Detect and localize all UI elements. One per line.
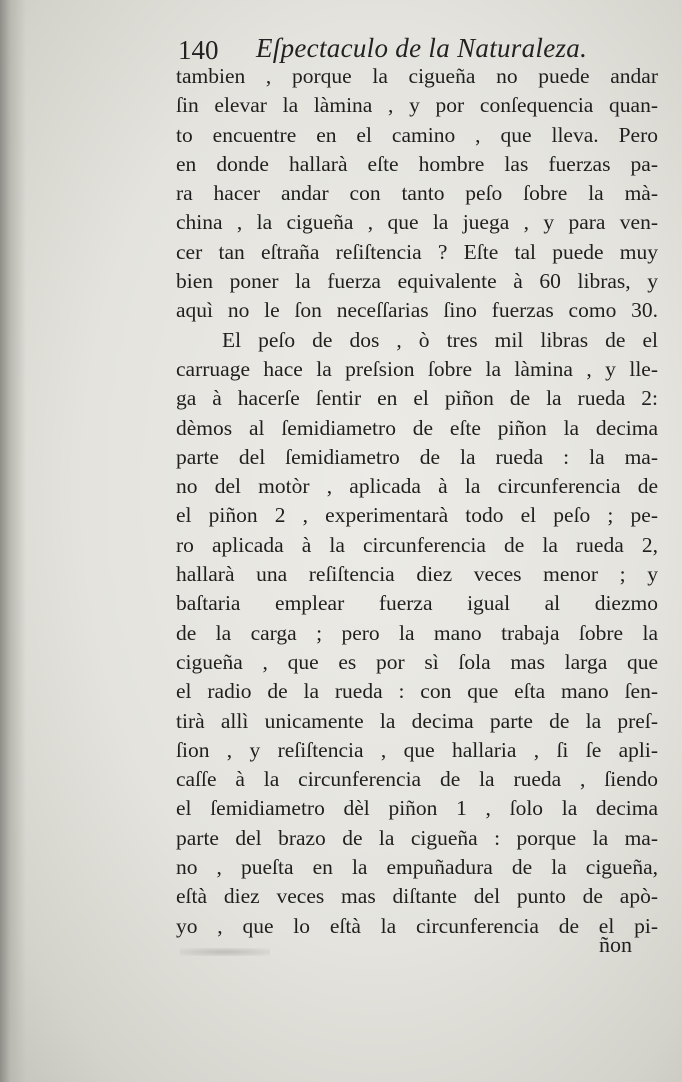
text-line: el ſemidiametro dèl piñon 1 , ſolo la decima [176,796,658,821]
text-line: ro aplicada à la circunferencia de la rueda 2, [176,532,658,557]
ink-smudge [180,948,270,956]
text-line: cer tan eſtraña reſiſtencia ? Eſte tal puede muy [176,239,658,264]
text-line: ra hacer andar con tanto peſo ſobre la mà- [176,181,658,206]
paragraph-start-line: El peſo de dos , ò tres mil libras de el [222,327,658,352]
text-line: tirà allì unicamente la decima parte de la preſ- [176,708,658,733]
text-line: caſſe à la circunferencia de la rueda , ſiendo [176,767,658,792]
text-line: to encuentre en el camino , que lleva. Pero [176,122,658,147]
catchword: ñon [599,932,632,957]
text-line: ſion , y reſiſtencia , que hallaria , ſi ſe apli- [176,737,658,762]
text-line: eſtà diez veces mas diſtante del punto de apò- [176,884,658,909]
running-title: Eſpectaculo de la Naturaleza. [256,33,588,63]
text-line: el radio de la rueda : con que eſta mano ſen- [176,679,658,704]
text-line: parte del brazo de la cigueña : porque la ma- [176,825,658,850]
text-line: carruage hace la preſsion ſobre la làmina , y lle- [176,356,658,381]
text-line: el piñon 2 , experimentarà todo el peſo ; pe- [176,503,658,528]
page-gutter-shadow [0,0,26,1082]
text-line: no del motòr , aplicada à la circunferencia de [176,474,658,499]
text-line: china , la cigueña , que la juega , y para ven- [176,210,658,235]
page-number: 140 [178,35,219,65]
body-text [176,62,658,941]
text-line: bien poner la fuerza equivalente à 60 libras, y [176,269,658,294]
text-line: tambien , porque la cigueña no puede andar [176,64,658,88]
text-line: ga à hacerſe ſentir en el piñon de la rueda 2: [176,386,658,411]
text-line: baſtaria emplear fuerza igual al diezmo [176,591,658,616]
text-line: aquì no le ſon neceſſarias ſino fuerzas como 30. [176,298,658,323]
text-line: de la carga ; pero la mano trabaja ſobre la [176,620,658,645]
text-line: en donde hallarà eſte hombre las fuerzas pa- [176,151,658,176]
text-line: hallarà una reſiſtencia diez veces menor ; y [176,562,658,587]
text-line: yo , que lo eſtà la circunferencia de el pi- [176,913,658,938]
text-line: dèmos al ſemidiametro de eſte piñon la decima [176,415,658,440]
text-line: ſin elevar la làmina , y por conſequencia quan- [176,93,658,118]
text-line: cigueña , que es por sì ſola mas larga que [176,649,658,674]
text-line: parte del ſemidiametro de la rueda : la ma- [176,444,658,469]
text-line: no , pueſta en la empuñadura de la cigueña, [176,855,658,880]
